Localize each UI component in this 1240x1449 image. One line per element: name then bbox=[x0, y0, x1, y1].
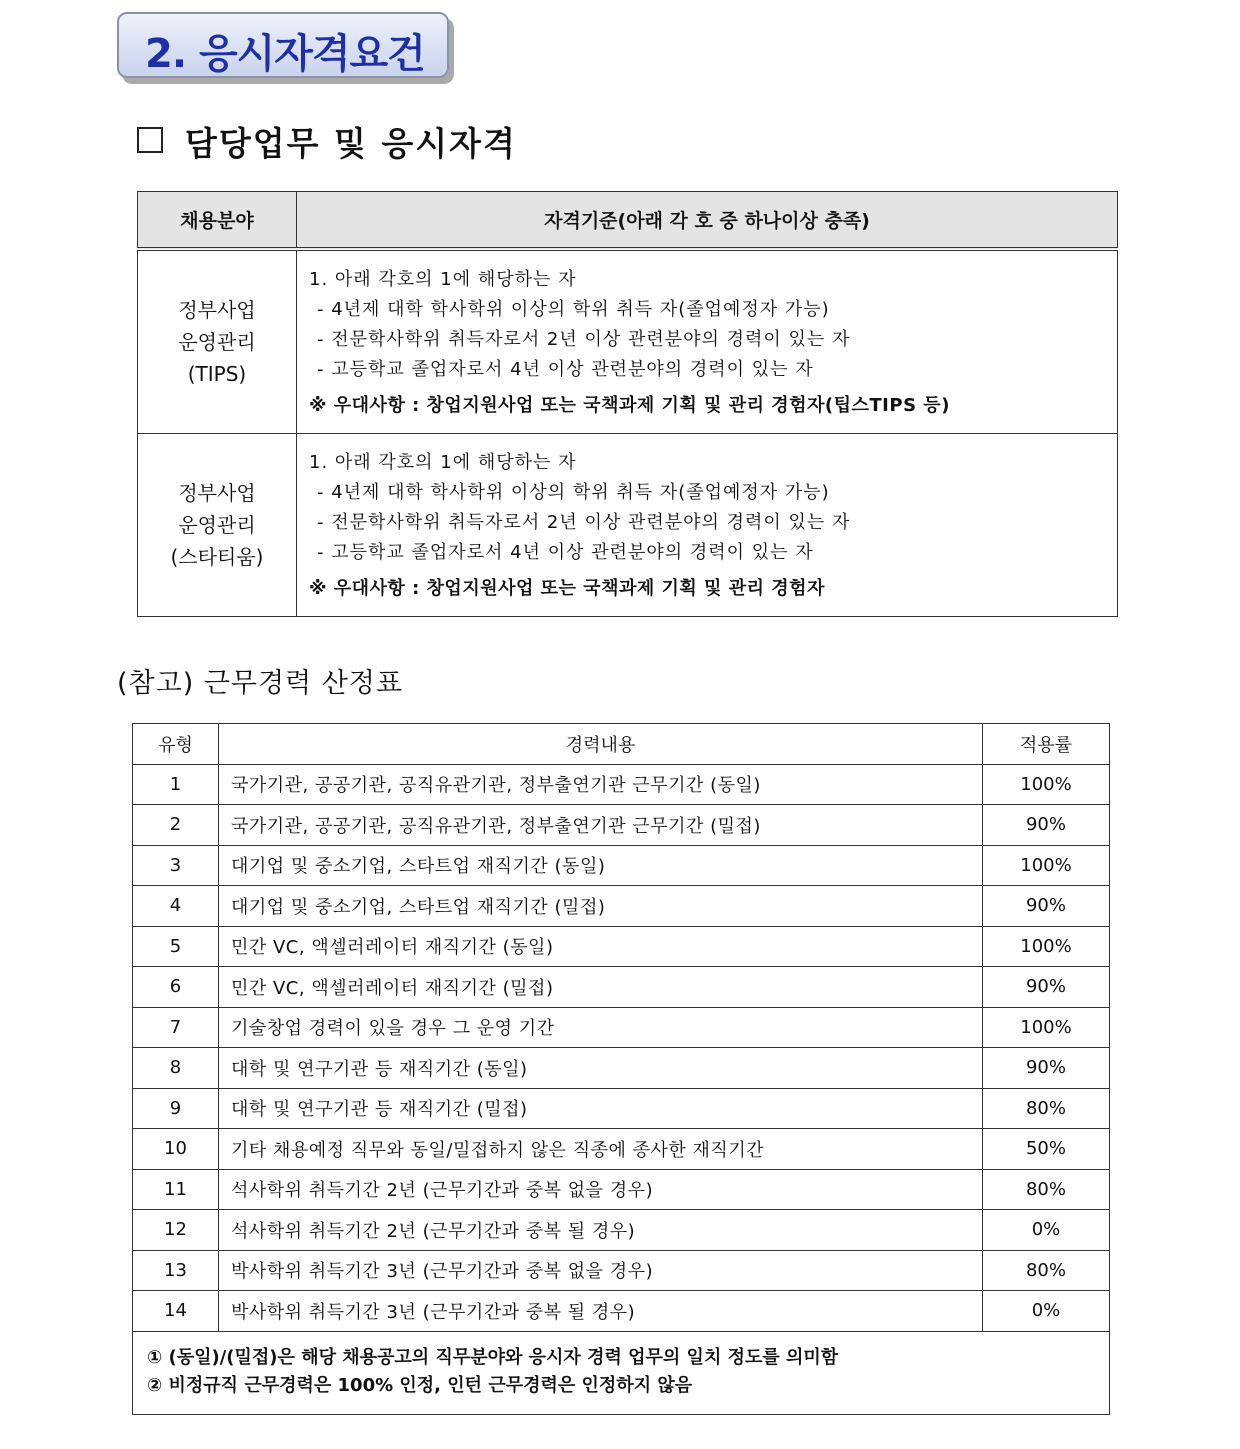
recruit-field-line: 운영관리 bbox=[178, 513, 256, 537]
criteria-line: - 전문학사학위 취득자로서 2년 이상 관련분야의 경력이 있는 자 bbox=[317, 512, 851, 533]
section-heading-text: 담당업무 및 응시자격 bbox=[185, 124, 517, 163]
content-cell: 박사학위 취득기간 3년 (근무기간과 중복 없을 경우) bbox=[219, 1250, 983, 1291]
notes-row bbox=[133, 1331, 1110, 1414]
table-header-row bbox=[133, 724, 1110, 765]
rate-cell: 90% bbox=[983, 805, 1110, 846]
recruit-field-cell bbox=[138, 434, 297, 617]
preferred-qualification: ※ 우대사항 : 창업지원사업 또는 국책과제 기획 및 관리 경험자 bbox=[309, 578, 825, 599]
column-header-rate: 적용률 bbox=[983, 724, 1110, 765]
criteria-line: - 전문학사학위 취득자로서 2년 이상 관련분야의 경력이 있는 자 bbox=[317, 329, 851, 350]
table-row bbox=[133, 1129, 1110, 1170]
recruit-field-cell bbox=[138, 249, 297, 434]
rate-cell: 80% bbox=[983, 1088, 1110, 1129]
criteria-line: - 고등학교 졸업자로서 4년 이상 관련분야의 경력이 있는 자 bbox=[317, 542, 814, 563]
table-header-row bbox=[138, 192, 1118, 250]
rate-cell: 50% bbox=[983, 1129, 1110, 1170]
content-cell: 대기업 및 중소기업, 스타트업 재직기간 (동일) bbox=[219, 845, 983, 886]
criteria-line: 1. 아래 각호의 1에 해당하는 자 bbox=[309, 269, 577, 290]
content-cell: 국가기관, 공공기관, 공직유관기관, 정부출연기관 근무기간 (밀접) bbox=[219, 805, 983, 846]
rate-cell: 80% bbox=[983, 1169, 1110, 1210]
criteria-line: - 고등학교 졸업자로서 4년 이상 관련분야의 경력이 있는 자 bbox=[317, 359, 814, 380]
type-cell: 4 bbox=[133, 886, 219, 927]
table-row bbox=[133, 1291, 1110, 1332]
rate-cell: 90% bbox=[983, 967, 1110, 1008]
recruit-field-line: (TIPS) bbox=[187, 362, 247, 386]
rate-cell: 90% bbox=[983, 1048, 1110, 1089]
column-header-criteria: 자격기준(아래 각 호 중 하나이상 충족) bbox=[297, 192, 1118, 250]
notes-cell bbox=[133, 1331, 1110, 1414]
note-line: ① (동일)/(밀접)은 해당 채용공고의 직무분야와 응시자 경력 업무의 일치 정도를 의미함 bbox=[147, 1346, 839, 1368]
preferred-qualification: ※ 우대사항 : 창업지원사업 또는 국책과제 기획 및 관리 경험자(팁스TIPS 등) bbox=[309, 395, 950, 416]
content-cell: 기술창업 경력이 있을 경우 그 운영 기간 bbox=[219, 1007, 983, 1048]
rate-cell: 0% bbox=[983, 1210, 1110, 1251]
table-row bbox=[133, 1048, 1110, 1089]
column-header-type: 유형 bbox=[133, 724, 219, 765]
rate-cell: 100% bbox=[983, 845, 1110, 886]
type-cell: 12 bbox=[133, 1210, 219, 1251]
type-cell: 5 bbox=[133, 926, 219, 967]
content-cell: 국가기관, 공공기관, 공직유관기관, 정부출연기관 근무기간 (동일) bbox=[219, 764, 983, 805]
type-cell: 11 bbox=[133, 1169, 219, 1210]
rate-cell: 80% bbox=[983, 1250, 1110, 1291]
content-cell: 민간 VC, 액셀러레이터 재직기간 (동일) bbox=[219, 926, 983, 967]
content-cell: 기타 채용예정 직무와 동일/밀접하지 않은 직종에 종사한 재직기간 bbox=[219, 1129, 983, 1170]
type-cell: 9 bbox=[133, 1088, 219, 1129]
rate-cell: 0% bbox=[983, 1291, 1110, 1332]
column-header-field: 채용분야 bbox=[138, 192, 297, 250]
table-row bbox=[133, 1088, 1110, 1129]
table-row bbox=[133, 926, 1110, 967]
rate-cell: 100% bbox=[983, 764, 1110, 805]
career-calculation-table bbox=[132, 723, 1110, 1415]
table-row bbox=[133, 1007, 1110, 1048]
section-title-box bbox=[117, 12, 449, 78]
criteria-line: - 4년제 대학 학사학위 이상의 학위 취득 자(졸업예정자 가능) bbox=[317, 299, 830, 320]
content-cell: 석사학위 취득기간 2년 (근무기간과 중복 될 경우) bbox=[219, 1210, 983, 1251]
column-header-content: 경력내용 bbox=[219, 724, 983, 765]
table-row bbox=[133, 1250, 1110, 1291]
rate-cell: 100% bbox=[983, 1007, 1110, 1048]
page-title: 2. 응시자격요건 bbox=[145, 31, 425, 77]
type-cell: 6 bbox=[133, 967, 219, 1008]
table-row bbox=[138, 249, 1118, 434]
type-cell: 2 bbox=[133, 805, 219, 846]
content-cell: 민간 VC, 액셀러레이터 재직기간 (밀접) bbox=[219, 967, 983, 1008]
rate-cell: 100% bbox=[983, 926, 1110, 967]
table-row bbox=[138, 434, 1118, 617]
table-row bbox=[133, 1210, 1110, 1251]
content-cell: 석사학위 취득기간 2년 (근무기간과 중복 없을 경우) bbox=[219, 1169, 983, 1210]
content-cell: 박사학위 취득기간 3년 (근무기간과 중복 될 경우) bbox=[219, 1291, 983, 1332]
criteria-cell bbox=[297, 434, 1118, 617]
recruit-field-line: 운영관리 bbox=[178, 330, 256, 354]
note-line: ② 비정규직 근무경력은 100% 인정, 인턴 근무경력은 인정하지 않음 bbox=[147, 1374, 693, 1396]
table-row bbox=[133, 1169, 1110, 1210]
content-cell: 대학 및 연구기관 등 재직기간 (동일) bbox=[219, 1048, 983, 1089]
checkbox-square-icon bbox=[137, 127, 163, 153]
type-cell: 1 bbox=[133, 764, 219, 805]
criteria-line: 1. 아래 각호의 1에 해당하는 자 bbox=[309, 452, 577, 473]
type-cell: 8 bbox=[133, 1048, 219, 1089]
recruit-field-line: 정부사업 bbox=[178, 481, 256, 505]
rate-cell: 90% bbox=[983, 886, 1110, 927]
type-cell: 10 bbox=[133, 1129, 219, 1170]
criteria-line: - 4년제 대학 학사학위 이상의 학위 취득 자(졸업예정자 가능) bbox=[317, 482, 830, 503]
section-heading bbox=[137, 118, 517, 165]
content-cell: 대기업 및 중소기업, 스타트업 재직기간 (밀접) bbox=[219, 886, 983, 927]
reference-heading: (참고) 근무경력 산정표 bbox=[117, 668, 403, 699]
qualifications-table bbox=[137, 191, 1118, 617]
type-cell: 13 bbox=[133, 1250, 219, 1291]
type-cell: 3 bbox=[133, 845, 219, 886]
table-row bbox=[133, 886, 1110, 927]
recruit-field-line: 정부사업 bbox=[178, 298, 256, 322]
table-row bbox=[133, 805, 1110, 846]
type-cell: 14 bbox=[133, 1291, 219, 1332]
career-table-body bbox=[133, 764, 1110, 1331]
table-row bbox=[133, 845, 1110, 886]
criteria-cell bbox=[297, 249, 1118, 434]
content-cell: 대학 및 연구기관 등 재직기간 (밀접) bbox=[219, 1088, 983, 1129]
recruit-field-line: (스타티움) bbox=[170, 545, 264, 569]
table-row bbox=[133, 764, 1110, 805]
type-cell: 7 bbox=[133, 1007, 219, 1048]
table-row bbox=[133, 967, 1110, 1008]
